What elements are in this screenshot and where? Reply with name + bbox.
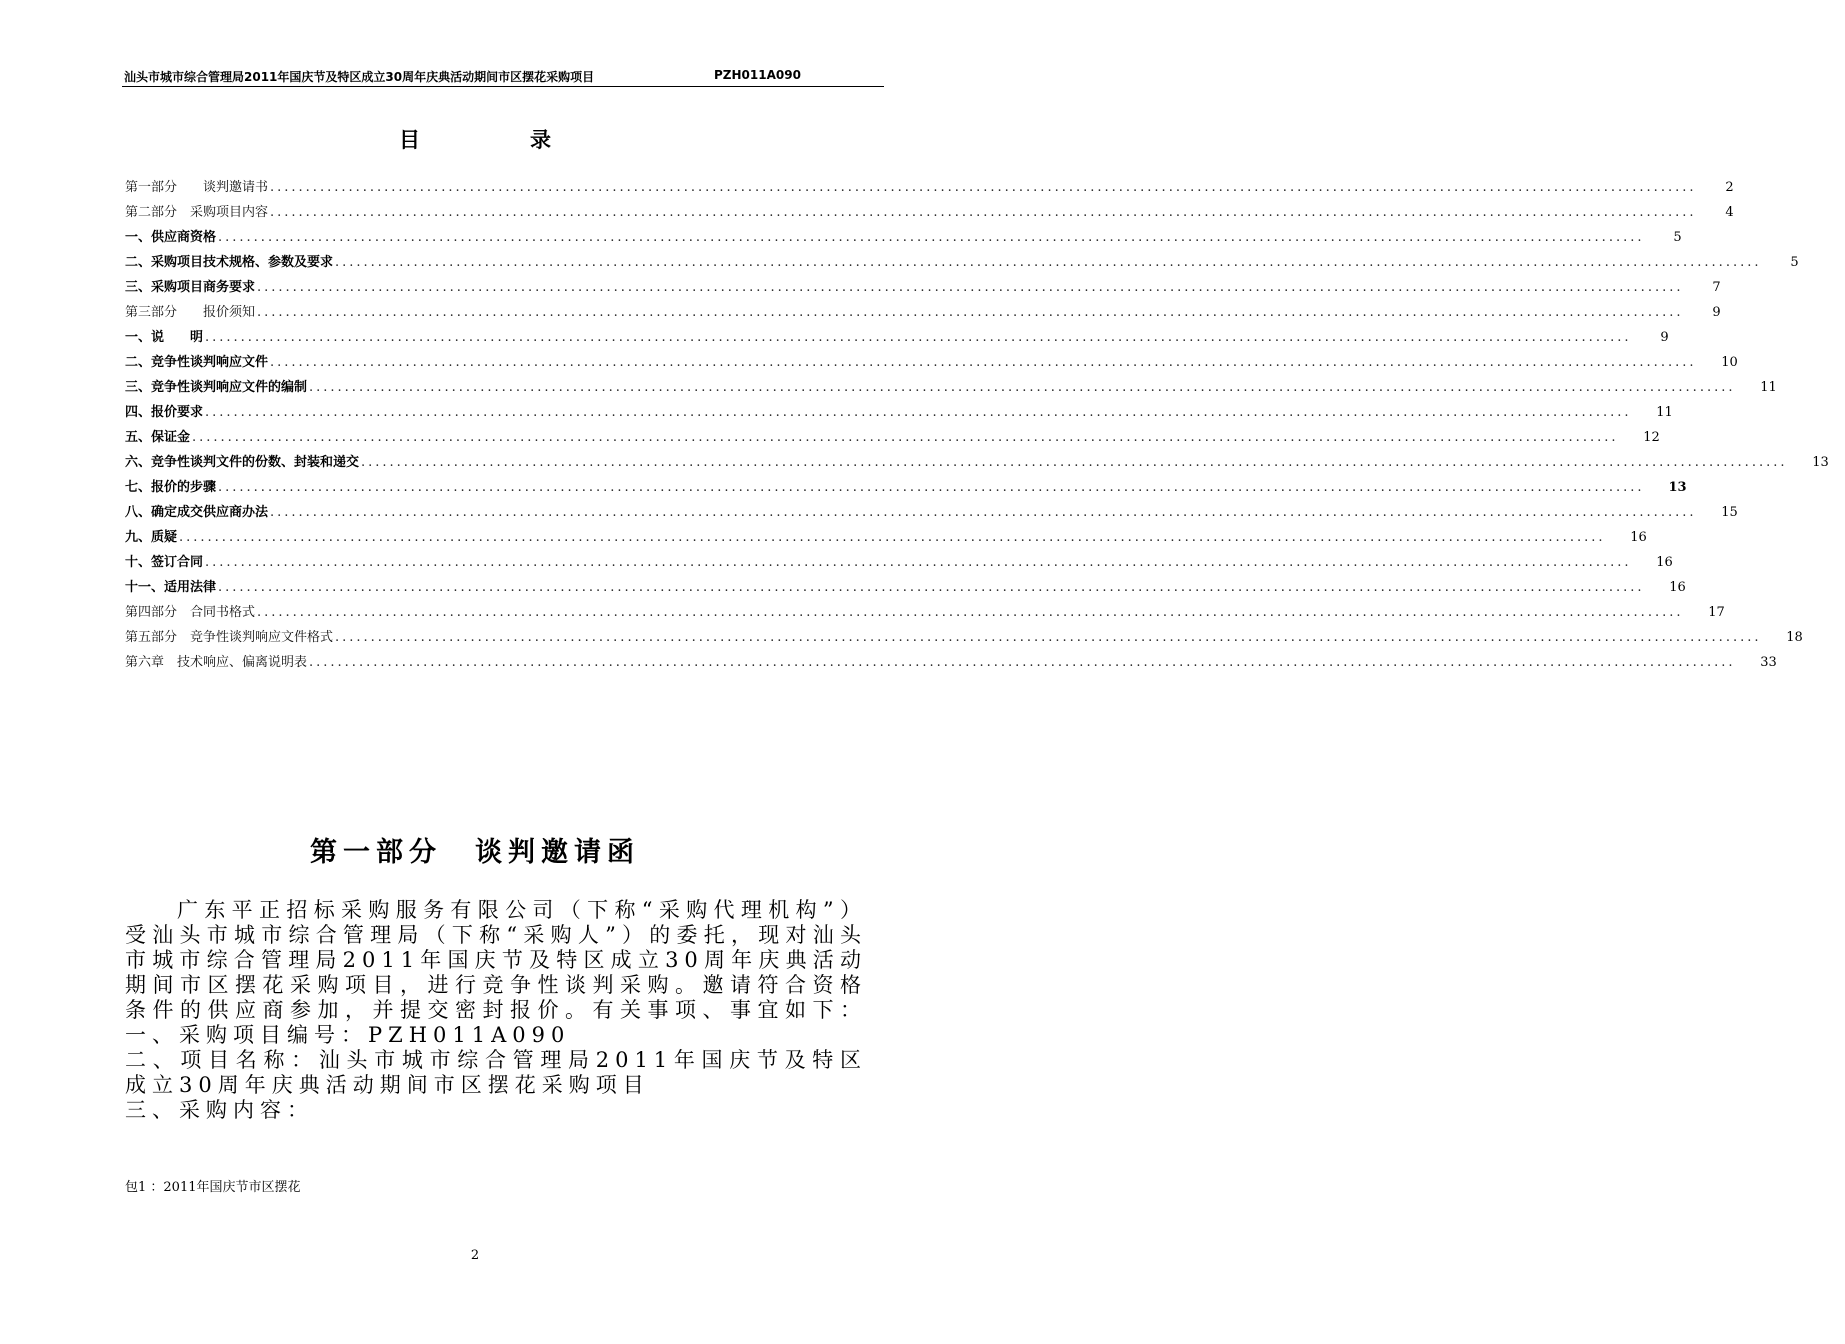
toc-entry-page: 16 (1656, 555, 1673, 570)
toc-entry-label: 九、质疑 (125, 530, 178, 545)
toc-entry-label: 第一部分 谈判邀请书 (125, 180, 269, 195)
toc-entry-label: 第五部分 竞争性谈判响应文件格式 (125, 630, 334, 645)
item-project-name: 二、项目名称：汕头市城市综合管理局2011年国庆节及特区成立30周年庆典活动期间市区摆花采购项目 (125, 1048, 867, 1097)
toc-entry-label: 八、确定成交供应商办法 (125, 505, 269, 520)
toc-entry[interactable] (125, 201, 1734, 226)
toc-entry[interactable] (125, 276, 1721, 301)
item-project-number: 一、采购项目编号：PZH011A090 (125, 1023, 571, 1047)
toc-entry[interactable] (125, 376, 1777, 401)
toc-dot-leader: ........................................................................................................................................................................................................ (270, 355, 1697, 370)
toc-entry[interactable] (125, 451, 1829, 476)
toc-entry[interactable] (125, 351, 1738, 376)
toc-dot-leader: ........................................................................................................................................................................................................ (361, 455, 1788, 470)
toc-entry[interactable] (125, 551, 1673, 576)
toc-entry-label: 第二部分 采购项目内容 (125, 205, 269, 220)
toc-dot-leader: ........................................................................................................................................................................................................ (309, 380, 1736, 395)
toc-entry-page: 15 (1721, 505, 1738, 520)
toc-entry[interactable] (125, 226, 1682, 251)
toc-dot-leader: ........................................................................................................................................................................................................ (179, 530, 1606, 545)
toc-entry-label: 十、签订合同 (125, 555, 204, 570)
toc-entry[interactable] (125, 301, 1721, 326)
toc-dot-leader: ........................................................................................................................................................................................................ (192, 430, 1619, 445)
toc-entry[interactable] (125, 651, 1777, 676)
toc-entry-label: 三、采购项目商务要求 (125, 280, 256, 295)
item-procurement-content: 三、采购内容： (125, 1098, 314, 1122)
toc-entry-page: 18 (1786, 630, 1803, 645)
toc-entry-label: 三、竞争性谈判响应文件的编制 (125, 380, 308, 395)
toc-dot-leader: ........................................................................................................................................................................................................ (205, 555, 1632, 570)
toc-entry-label: 六、竞争性谈判文件的份数、封装和递交 (125, 455, 360, 470)
toc-entry-label: 四、报价要求 (125, 405, 204, 420)
toc-dot-leader: ........................................................................................................................................................................................................ (335, 630, 1762, 645)
toc-entry-page: 11 (1760, 380, 1777, 395)
toc-entry-page: 5 (1790, 255, 1799, 270)
toc-entry[interactable] (125, 426, 1660, 451)
toc-entry-page: 10 (1721, 355, 1738, 370)
toc-entry-page: 33 (1760, 655, 1777, 670)
toc-entry-page: 13 (1812, 455, 1829, 470)
toc-entry[interactable] (125, 576, 1686, 601)
toc-dot-leader: ........................................................................................................................................................................................................ (257, 280, 1684, 295)
toc-dot-leader: ........................................................................................................................................................................................................ (218, 230, 1645, 245)
toc-entry-page: 16 (1669, 580, 1686, 595)
toc-dot-leader: ........................................................................................................................................................................................................ (205, 330, 1632, 345)
header-project-code: PZH011A090 (714, 68, 801, 82)
section-title: 第一部分 谈判邀请函 (310, 837, 640, 868)
toc-dot-leader: ........................................................................................................................................................................................................ (335, 255, 1762, 270)
page-number: 2 (470, 1248, 480, 1263)
toc-entry[interactable] (125, 401, 1673, 426)
toc-entry-page: 9 (1712, 305, 1721, 320)
toc-entry-page: 5 (1673, 230, 1682, 245)
toc-entry[interactable] (125, 476, 1687, 501)
toc-entry-page: 16 (1630, 530, 1647, 545)
toc-dot-leader: ........................................................................................................................................................................................................ (270, 505, 1697, 520)
toc-entry[interactable] (125, 526, 1647, 551)
toc-entry-label: 二、竞争性谈判响应文件 (125, 355, 269, 370)
toc-entry[interactable] (125, 326, 1669, 351)
toc-entry-label: 五、保证金 (125, 430, 191, 445)
toc-heading: 目录 (399, 128, 661, 152)
toc-entry[interactable] (125, 176, 1734, 201)
toc-dot-leader: ........................................................................................................................................................................................................ (270, 180, 1697, 195)
toc-entry-label: 一、供应商资格 (125, 230, 217, 245)
toc-entry-page: 4 (1725, 205, 1734, 220)
toc-entry-page: 13 (1668, 480, 1687, 495)
toc-entry-page: 2 (1725, 180, 1734, 195)
toc-entry-page: 12 (1643, 430, 1660, 445)
toc-entry-page: 17 (1708, 605, 1725, 620)
toc-entry-label: 二、采购项目技术规格、参数及要求 (125, 255, 334, 270)
toc-dot-leader: ........................................................................................................................................................................................................ (309, 655, 1736, 670)
package-1-line: 包1 ：2011年国庆节市区摆花 (125, 1180, 301, 1195)
toc-dot-leader: ........................................................................................................................................................................................................ (218, 480, 1645, 495)
header-title: 汕头市城市综合管理局2011年国庆节及特区成立30周年庆典活动期间市区摆花采购项目 (124, 70, 595, 84)
toc-dot-leader: ........................................................................................................................................................................................................ (257, 305, 1684, 320)
toc-entry[interactable] (125, 626, 1803, 651)
toc-dot-leader: ........................................................................................................................................................................................................ (270, 205, 1697, 220)
intro-paragraph: 广东平正招标采购服务有限公司（下称“采购代理机构”）受汕头市城市综合管理局（下称“采购人”）的委托，现对汕头市城市综合管理局2011年国庆节及特区成立30周年庆典活动期间市区摆花采购项目，进行竞争性谈判采购。邀请符合资格条件的供应商参加，并提交密封报价。有关事项、事宜如下： (125, 898, 867, 1022)
toc-entry[interactable] (125, 601, 1725, 626)
toc-entry-page: 9 (1660, 330, 1669, 345)
table-of-contents (125, 176, 1829, 676)
toc-entry-label: 第四部分 合同书格式 (125, 605, 256, 620)
toc-entry-label: 十一、适用法律 (125, 580, 217, 595)
toc-entry-page: 7 (1712, 280, 1721, 295)
toc-entry[interactable] (125, 501, 1738, 526)
toc-dot-leader: ........................................................................................................................................................................................................ (205, 405, 1632, 420)
toc-entry[interactable] (125, 251, 1799, 276)
toc-entry-page: 11 (1656, 405, 1673, 420)
toc-entry-label: 第六章 技术响应、偏离说明表 (125, 655, 308, 670)
toc-entry-label: 七、报价的步骤 (125, 480, 217, 495)
toc-entry-label: 一、说 明 (125, 330, 204, 345)
toc-entry-label: 第三部分 报价须知 (125, 305, 256, 320)
running-header (122, 66, 884, 87)
toc-dot-leader: ........................................................................................................................................................................................................ (257, 605, 1684, 620)
toc-dot-leader: ........................................................................................................................................................................................................ (218, 580, 1645, 595)
invitation-body (125, 898, 867, 1123)
